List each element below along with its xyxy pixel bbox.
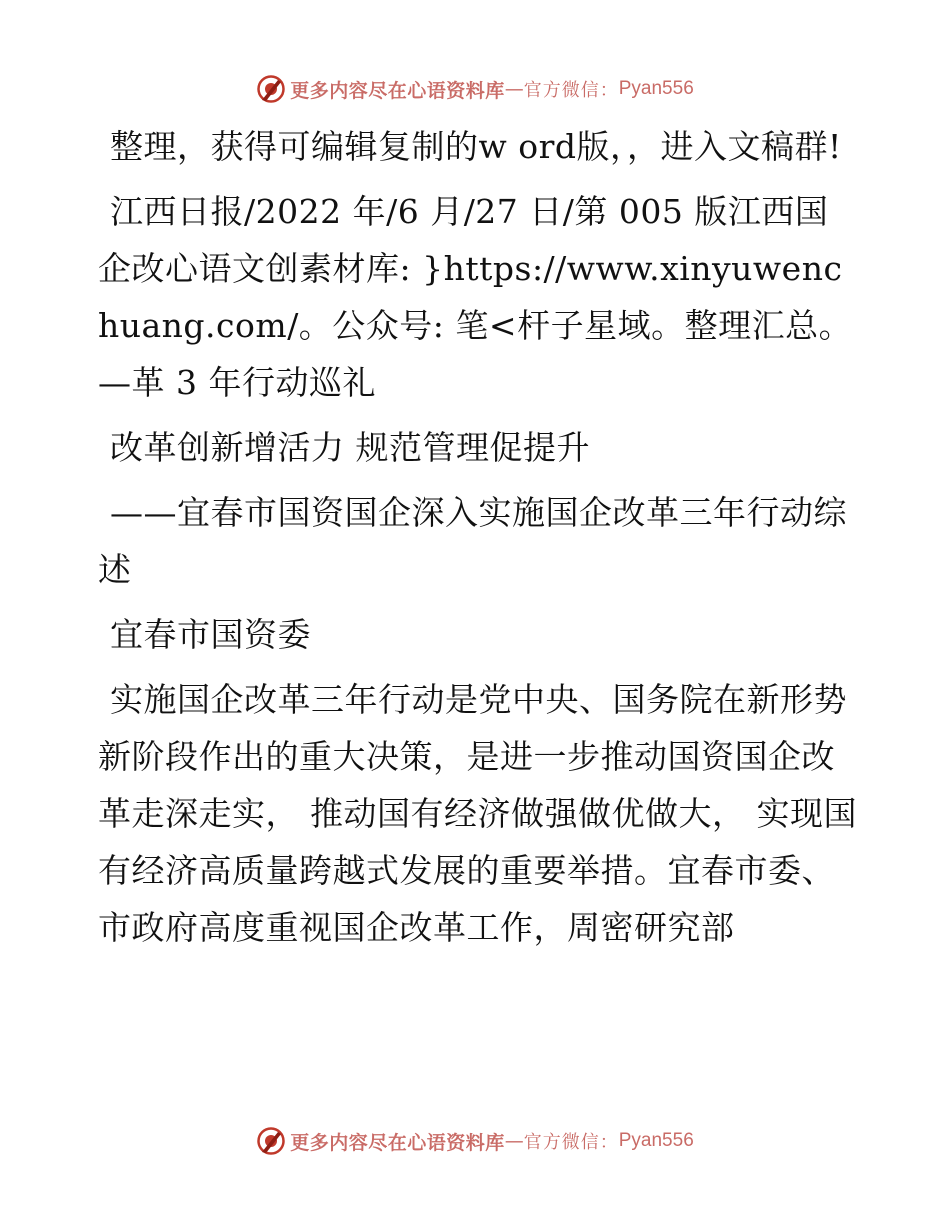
paragraph-intro: 整理，获得可编辑复制的w ord版，，进入文稿群! (110, 127, 842, 166)
header-wechat-id: Pyan556 (618, 78, 694, 99)
footer-wechat-id: Pyan556 (618, 1130, 694, 1151)
header-site-text: 更多内容尽在心语资料库 (290, 79, 505, 102)
quill-logo-icon (256, 74, 286, 104)
document-body (98, 118, 858, 964)
paragraph-source: 江西日报/2022 年/6 月/27 日/第 005 版江西国企改心语文创素材库: }https://www.xinyuwenchuang.com/。公众号: 笔<杆子星域。整理汇总。—革 3 年行动巡礼 (98, 192, 853, 402)
article-title: 改革创新增活力 规范管理促提升 (110, 428, 590, 467)
header-watermark (0, 72, 950, 106)
footer-separator: — (504, 1130, 524, 1152)
article-author: 宜春市国资委 (110, 615, 311, 654)
header-wechat-label: 官方微信： (523, 80, 619, 101)
paragraph-body: 实施国企改革三年行动是党中央、国务院在新形势新阶段作出的重大决策，是进一步推动国资国企改革走深走实， 推动国有经济做强做优做大， 实现国有经济高质量跨越式发展的重要举措。宜春市委、市政府高度重视国企改革工作，周密研究部 (98, 680, 857, 947)
article-subtitle: ——宜春市国资国企深入实施国企改革三年行动综述 (98, 493, 847, 589)
footer-site-text: 更多内容尽在心语资料库 (290, 1131, 505, 1154)
quill-logo-icon (256, 1126, 286, 1156)
header-separator: — (504, 78, 524, 100)
footer-wechat-label: 官方微信： (523, 1132, 619, 1153)
footer-watermark (0, 1124, 950, 1158)
